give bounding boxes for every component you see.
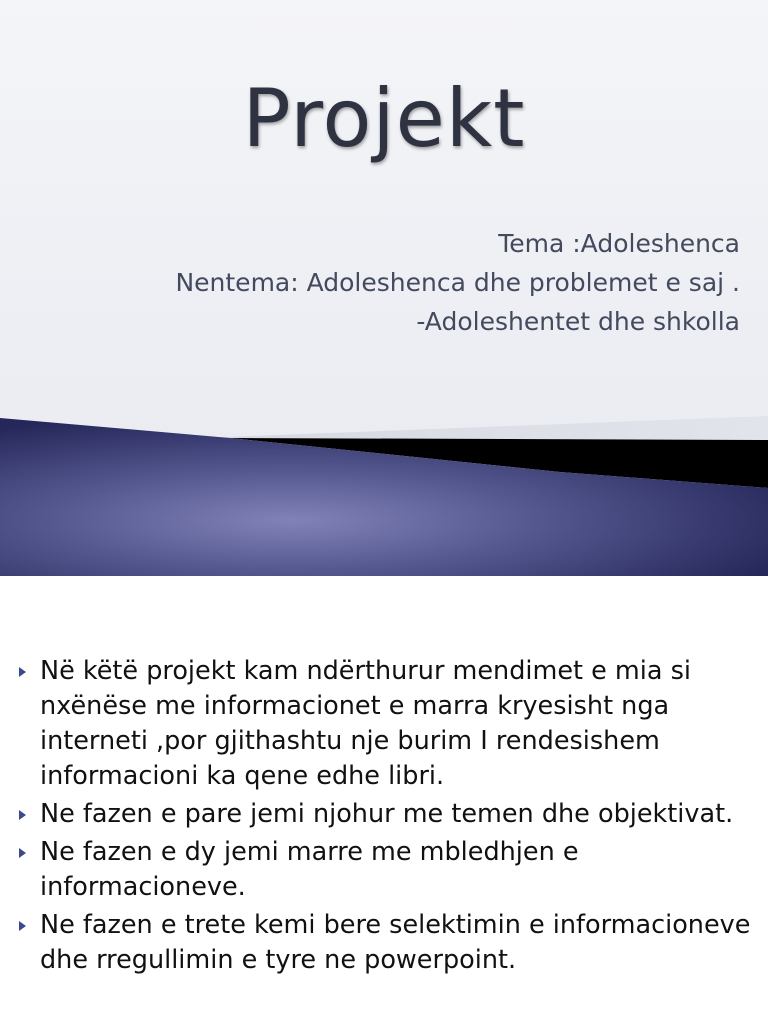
decorative-band xyxy=(0,410,768,576)
content-slide xyxy=(0,576,768,1024)
triangle-bullet-icon xyxy=(19,667,26,677)
subtitle-line-shkolla: -Adoleshentet dhe shkolla xyxy=(416,307,740,336)
list-item xyxy=(18,835,763,905)
bullet-text: Ne fazen e trete kemi bere selektimin e informacioneve dhe rregullimin e tyre ne powerpoint. xyxy=(40,910,751,975)
triangle-bullet-icon xyxy=(19,848,26,858)
grey-stripe xyxy=(200,416,768,440)
triangle-bullet-icon xyxy=(19,810,26,820)
list-item xyxy=(18,654,763,794)
bullet-text: Ne fazen e pare jemi njohur me temen dhe objektivat. xyxy=(40,799,734,829)
subtitle-line-nentema: Nentema: Adoleshenca dhe problemet e saj . xyxy=(175,268,740,297)
bullet-text: Në këtë projekt kam ndërthurur mendimet e mia si nxënëse me informacionet e marra kryesisht nga interneti ,por gjithashtu nje burim I rendesishem informacioni ka qene edhe libri. xyxy=(40,656,691,791)
list-item xyxy=(18,797,763,832)
slide-title: Projekt xyxy=(242,72,526,165)
triangle-bullet-icon xyxy=(19,921,26,931)
slide-subtitle xyxy=(175,224,740,341)
subtitle-line-tema: Tema :Adoleshenca xyxy=(498,229,740,258)
bullet-text: Ne fazen e dy jemi marre me mbledhjen e informacioneve. xyxy=(40,837,579,902)
bullet-list xyxy=(18,654,763,981)
list-item xyxy=(18,908,763,978)
